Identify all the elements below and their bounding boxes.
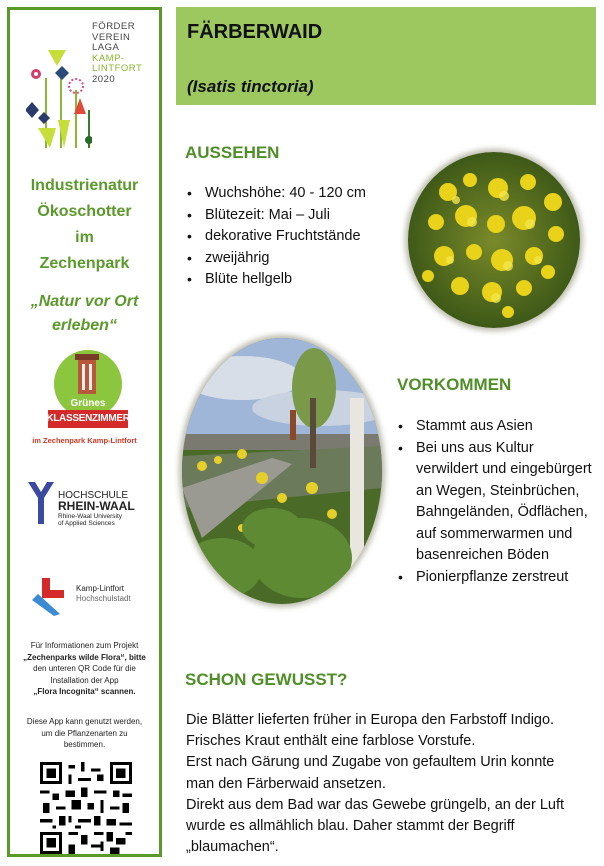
app-info-text: Diese App kann genutzt werden, um die Pflanzenarten zu bestimmen. bbox=[26, 717, 143, 749]
latin-name: (Isatis tinctoria) bbox=[187, 77, 314, 96]
flower-photo bbox=[408, 152, 580, 328]
vorkommen-heading: VORKOMMEN bbox=[397, 375, 512, 394]
project-info-text: Für Informationen zum Projekt „Zechenparks wilde Flora“, bitte den unteren QR Code für die Installation der App „Flora Incognita“ scannen. bbox=[23, 641, 146, 696]
vorkommen-list bbox=[398, 416, 594, 588]
gewusst-heading: SCHON GEWUSST? bbox=[185, 670, 348, 689]
aussehen-list bbox=[187, 183, 402, 291]
sidebar-slogan: „Natur vor Ort erleben“ bbox=[30, 293, 139, 334]
kamp-lintfort-text: Kamp-Lintfort Hochschulstadt bbox=[76, 584, 131, 603]
title-bar bbox=[176, 7, 596, 105]
list-item: • Blütezeit: Mai – Juli bbox=[187, 205, 402, 227]
sidebar bbox=[7, 7, 162, 857]
klassen-top-label: Grünes bbox=[70, 398, 106, 409]
laga-logo-icon bbox=[26, 40, 92, 158]
list-item: • Stammt aus Asien bbox=[398, 416, 594, 438]
list-item: • Bei uns aus Kultur verwildert und eingebürgert an Wegen, Steinbrüchen, Bahngeländen, Ödflächen, auf sommerwarmen und basenreichen Böden bbox=[398, 438, 594, 567]
gewusst-paragraph: Die Blätter lieferten früher in Europa den Farbstoff Indigo. Frisches Kraut enthält eine farblose Vorstufe. Erst nach Gärung und Zugabe von gefaultem Urin konnte man den Färberwaid ansetzen. Direkt aus dem Bad war das Gewebe grüngelb, an der Luft wurde es allmählich blau. Daher stammt der Begriff „blaumachen“. bbox=[186, 712, 565, 856]
hochschule-text: HOCHSCHULE RHEIN-WAAL Rhine-Waal University of Applied Sciences bbox=[58, 490, 135, 527]
aussehen-heading: AUSSEHEN bbox=[185, 143, 280, 162]
list-item: • zweijährig bbox=[187, 248, 402, 270]
laga-logo-text: FÖRDER VEREIN LAGA KAMP- LINTFORT 2020 bbox=[92, 21, 143, 85]
klassen-sub-label: im Zechenpark Kamp-Lintfort bbox=[32, 436, 137, 445]
landscape-photo bbox=[182, 338, 382, 604]
sidebar-heading: Industrienatur Ökoschotter im Zechenpark bbox=[30, 177, 139, 272]
list-item: • Wuchshöhe: 40 - 120 cm bbox=[187, 183, 402, 205]
list-item: • dekorative Fruchtstände bbox=[187, 226, 402, 248]
page-title: FÄRBERWAID bbox=[187, 21, 323, 43]
hochschule-logo-icon bbox=[26, 480, 56, 526]
qr-code-icon[interactable] bbox=[40, 762, 132, 854]
list-item: • Pionierpflanze zerstreut bbox=[398, 567, 594, 589]
list-item: • Blüte hellgelb bbox=[187, 269, 402, 291]
klassen-main-label: KLASSENZIMMER bbox=[46, 413, 130, 424]
kamp-lintfort-logo-icon bbox=[30, 576, 72, 616]
